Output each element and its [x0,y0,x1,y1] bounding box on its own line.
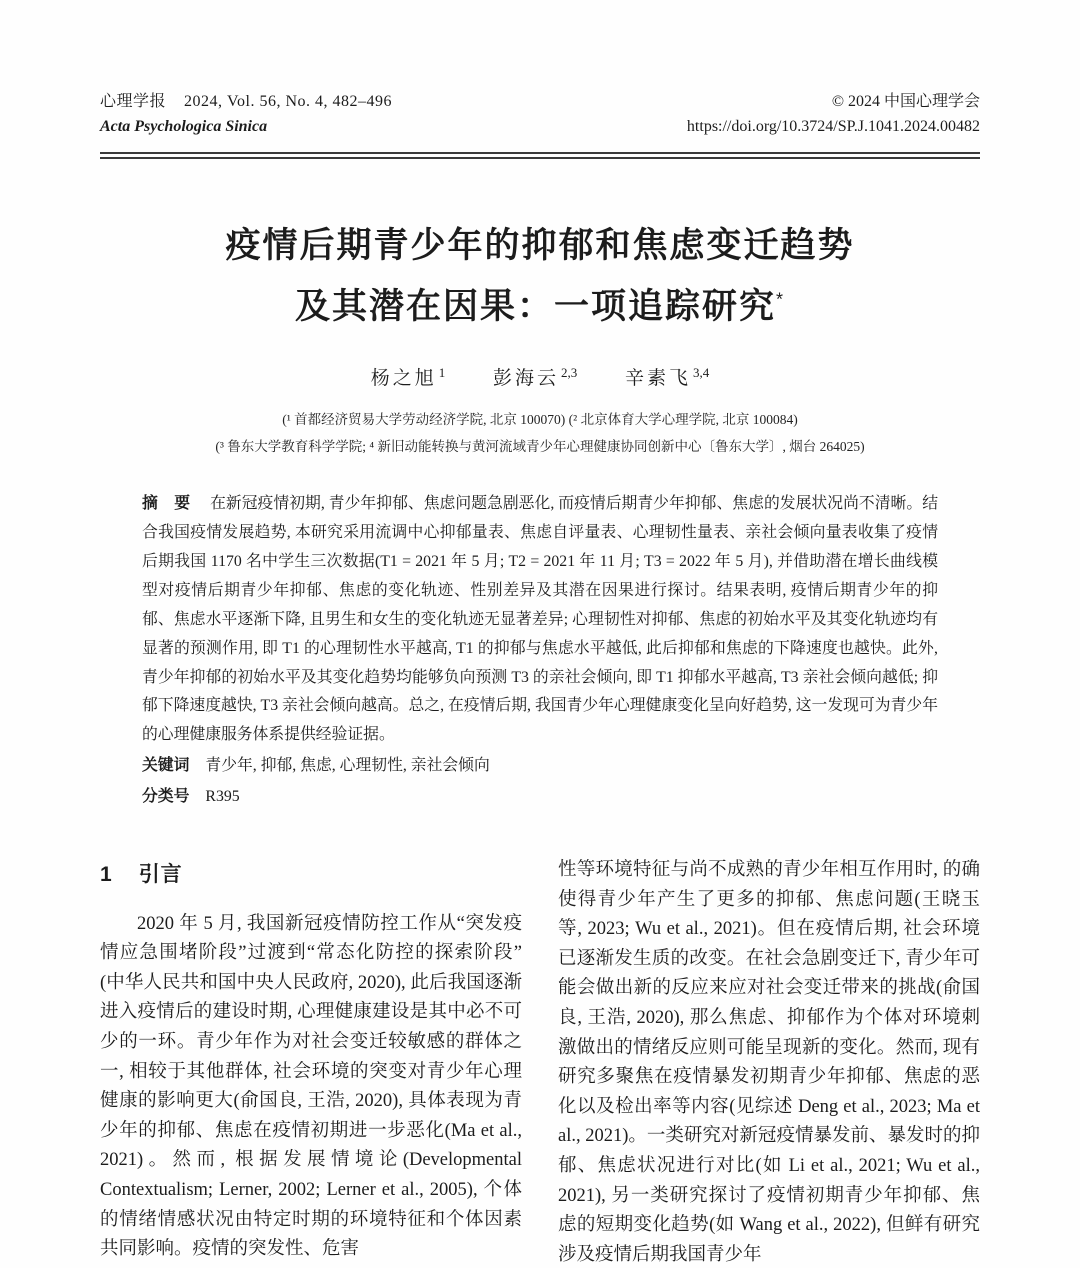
abstract-text: 在新冠疫情初期, 青少年抑郁、焦虑问题急剧恶化, 而疫情后期青少年抑郁、焦虑的发展状况尚不清晰。结合我国疫情发展趋势, 本研究采用流调中心抑郁量表、焦虑自评量表、心理韧性量表、亲社会倾向量表收集了疫情后期我国 1170 名中学生三次数据(T1 = 2021 年 5 月; T2 = 2021 年 11 月; T3 = 2022 年 5 月), 并借助潜在增长曲线模型对疫情后期青少年抑郁、焦虑的变化轨迹、性别差异及其潜在因果进行探讨。结果表明, 疫情后期青少年的抑郁、焦虑水平逐渐下降, 且男生和女生的变化轨迹无显著差异; 心理韧性对抑郁、焦虑的初始水平及其变化轨迹均有显著的预测作用, 即 T1 的心理韧性水平越高, T1 的抑郁与焦虑水平越低, 此后抑郁和焦虑的下降速度也越快。此外, 青少年抑郁的初始水平及其变化趋势均能够负向预测 T3 的亲社会倾向, 即 T1 抑郁水平越高, T3 亲社会倾向越低; 抑郁下降速度越快, T3 亲社会倾向越高。总之, 在疫情后期, 我国青少年心理健康变化呈向好趋势, 这一发现可为青少年的心理健康服务体系提供经验证据。 [142,495,938,744]
abstract-section [142,490,938,750]
keywords-text: 青少年, 抑郁, 焦虑, 心理韧性, 亲社会倾向 [205,757,490,775]
author-1-affil-sup: 1 [438,364,446,380]
intro-paragraph-left: 2020 年 5 月, 我国新冠疫情防控工作从“突发疫情应急围堵阶段”过渡到“常态化防控的探索阶段” (中华人民共和国中央人民政府, 2020), 此后我国逐渐进入疫情后的建设时期, 心理健康建设是其中必不可少的一环。青少年作为对社会变迁较敏感的群体之一, 相较于其他群体, 社会环境的突变对青少年心理健康的影响更大(俞国良, 王浩, 2020), 具体表现为青少年的抑郁、焦虑在疫情初期进一步恶化(Ma et al., 2021)。然而, 根据发展情境论(Developmental Contextualism; Lerner, 2002; Lerner et al., 2005), 个体的情绪情感状况由特定时期的环境特征和个体因素共同影响。疫情的突发性、危害 [100,913,522,1260]
doi-text: https://doi.org/10.3724/SP.J.1041.2024.00482 [686,117,980,135]
article-title [100,215,980,338]
author-2 [492,364,578,390]
copyright-info [687,90,980,140]
journal-issue-info: 2024, Vol. 56, No. 4, 482–496 [184,93,393,110]
left-column [100,856,522,1268]
title-line-2 [100,276,980,337]
journal-name-en: Acta Psychologica Sinica [100,117,268,135]
keywords-row [142,752,938,781]
abstract-label: 摘 要 [142,495,197,513]
section-title: 引言 [138,863,183,887]
article-body [100,856,980,1268]
journal-info [100,90,392,140]
title-asterisk: * [776,289,786,310]
author-3-name: 辛素飞 [625,368,692,390]
keywords-label: 关键词 [142,757,190,775]
affiliation-line-1: (¹ 首都经济贸易大学劳动经济学院, 北京 100070) (² 北京体育大学心理学院, 北京 100084) [282,412,798,428]
intro-paragraph-right: 性等环境特征与尚不成熟的青少年相互作用时, 的确使得青少年产生了更多的抑郁、焦虑问题(王晓玉 等, 2023; Wu et al., 2021)。但在疫情后期, 社会环境已逐渐发生质的改变。在社会急剧变迁下, 青少年可能会做出新的反应来应对社会变迁带来的挑战(俞国良, 王浩, 2020), 那么焦虑、抑郁作为个体对环境刺激做出的情绪反应则可能呈现新的变化。然而, 现有研究多聚焦在疫情暴发初期青少年抑郁、焦虑的恶化以及检出率等内容(见综述 Deng et al., 2023; Ma et al., 2021)。一类研究对新冠疫情暴发前、暴发时的抑郁、焦虑状况进行对比(如 Li et al., 2021; Wu et al., 2021), 另一类研究探讨了疫情初期青少年抑郁、焦虑的短期变化趋势(如 Wang et al., 2022), 但鲜有研究涉及疫情后期我国青少年 [558,860,980,1265]
journal-issue-line [100,90,392,115]
classification-label: 分类号 [142,788,190,806]
classification-row [142,783,938,812]
author-3 [625,364,710,390]
author-1-name: 杨之旭 [370,368,437,390]
title-line-2-text: 及其潜在因果：一项追踪研究 [294,286,776,326]
section-number: 1 [100,863,113,887]
journal-name-zh: 心理学报 [100,93,167,110]
page-header [100,90,980,140]
author-byline [100,363,980,390]
right-column [558,856,980,1268]
author-3-affil-sup: 3,4 [693,364,710,380]
author-2-affil-sup: 2,3 [561,364,578,380]
copyright-notice: © 2024 中国心理学会 [831,93,980,110]
title-line-1: 疫情后期青少年的抑郁和焦虑变迁趋势 [225,225,855,265]
author-1 [370,364,446,390]
classification-value: R395 [205,788,240,806]
section-heading-introduction [100,858,522,892]
header-divider [100,152,980,159]
author-2-name: 彭海云 [492,368,559,390]
affiliation-line-2: (³ 鲁东大学教育科学学院; ⁴ 新旧动能转换与黄河流域青少年心理健康协同创新中心〔鲁东大学〕, 烟台 264025) [215,439,865,455]
affiliations [100,406,980,460]
